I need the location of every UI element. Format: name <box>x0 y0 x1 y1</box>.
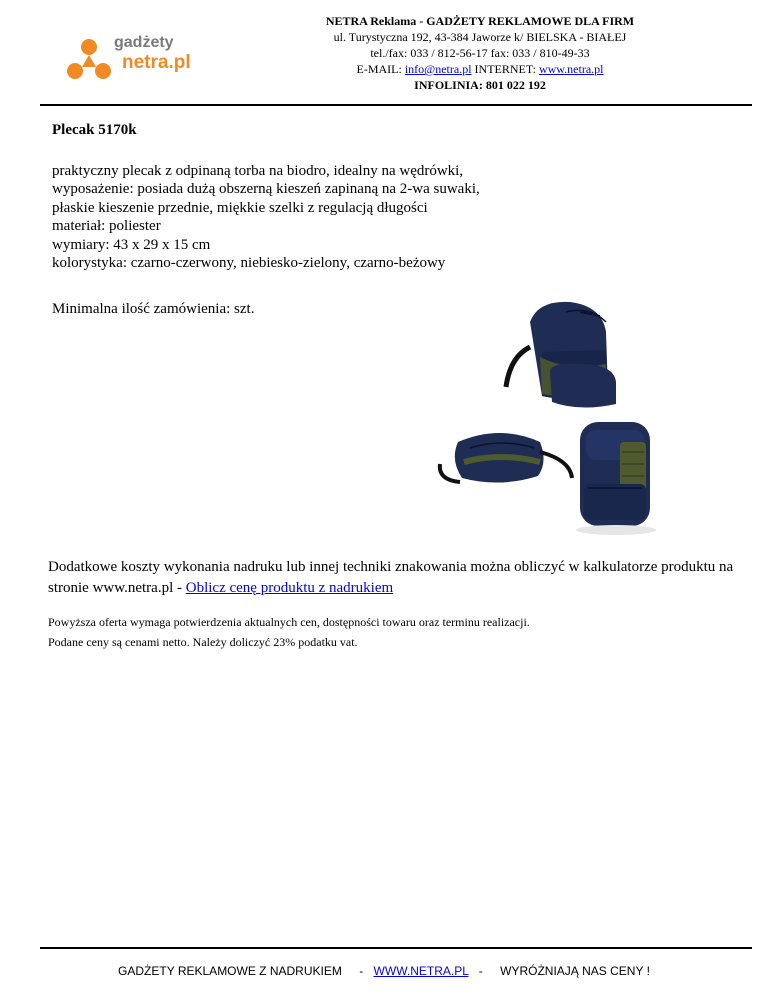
email-link[interactable]: info@netra.pl <box>404 62 472 76</box>
page-footer <box>0 964 768 978</box>
offer-note-line: Powyższa oferta wymaga potwierdzenia aktualnych cen, dostępności towaru oraz terminu realizacji. <box>48 615 530 629</box>
backpack-side-image <box>506 302 616 408</box>
internet-label: INTERNET: <box>474 62 536 76</box>
footer-separator: - <box>478 964 483 978</box>
product-description <box>52 162 480 272</box>
waist-bag-image <box>440 433 572 483</box>
company-phones: tel./fax: 033 / 812-56-17 fax: 033 / 810-49-33 <box>370 46 590 60</box>
logo-mark-icon <box>66 38 112 82</box>
logo-text-netra: netra.pl <box>122 52 191 73</box>
footer-slogan-right: WYRÓŻNIAJĄ NAS CENY ! <box>500 964 650 978</box>
header-divider <box>40 104 752 106</box>
footer-website-link[interactable]: WWW.NETRA.PL <box>373 964 469 978</box>
company-contact <box>230 61 730 77</box>
offer-notes <box>48 612 530 652</box>
description-line: wyposażenie: posiada dużą obszerną kieszeń zapinaną na 2-wa suwaki, <box>52 181 480 198</box>
product-title: Plecak 5170k <box>52 122 137 138</box>
printing-cost-text: Dodatkowe koszty wykonania nadruku lub innej techniki znakowania można obliczyć w kalkulatorze produktu na stronie www.netra.pl - <box>48 559 734 596</box>
footer-slogan-left: GADŻETY REKLAMOWE Z NADRUKIEM <box>118 964 342 978</box>
description-line: kolorystyka: czarno-czerwony, niebiesko-zielony, czarno-beżowy <box>52 255 446 272</box>
description-line: wymiary: 43 x 29 x 15 cm <box>52 236 211 253</box>
offer-note-line: Podane ceny są cenami netto. Należy doliczyć 23% podatku vat. <box>48 635 358 649</box>
footer-separator: - <box>359 964 364 978</box>
company-logo <box>66 36 216 86</box>
footer-divider <box>40 947 752 949</box>
website-link[interactable]: www.netra.pl <box>538 62 604 76</box>
company-name: NETRA Reklama - GADŻETY REKLAMOWE DLA FIRM <box>325 14 635 28</box>
description-line: praktyczny plecak z odpinaną torba na biodro, idealny na wędrówki, <box>52 163 464 179</box>
email-label: E-MAIL: <box>356 62 402 76</box>
backpack-front-image <box>576 422 656 535</box>
printing-cost-info <box>48 557 748 599</box>
price-calculator-link[interactable]: Oblicz cenę produktu z nadrukiem <box>185 580 394 596</box>
company-address: ul. Turystyczna 192, 43-384 Jaworze k/ BIELSKA - BIAŁEJ <box>333 30 627 44</box>
description-line: płaskie kieszenie przednie, miękkie szelki z regulacją długości <box>52 199 428 216</box>
minimum-order: Minimalna ilość zamówienia: szt. <box>52 301 255 317</box>
product-image <box>430 292 690 538</box>
logo-text-gadzety: gadżety <box>114 34 174 51</box>
company-header <box>230 13 730 93</box>
description-line: materiał: poliester <box>52 218 161 235</box>
infoline: INFOLINIA: 801 022 192 <box>414 78 546 92</box>
